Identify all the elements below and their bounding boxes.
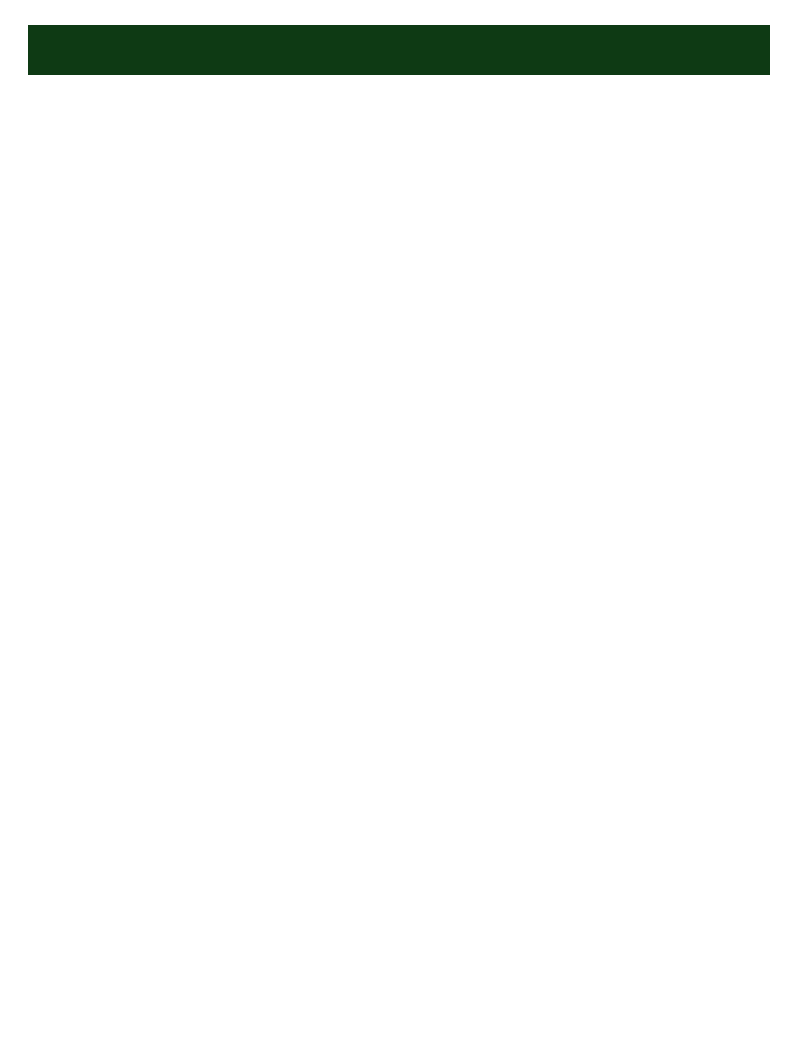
section2-plot <box>0 0 300 150</box>
